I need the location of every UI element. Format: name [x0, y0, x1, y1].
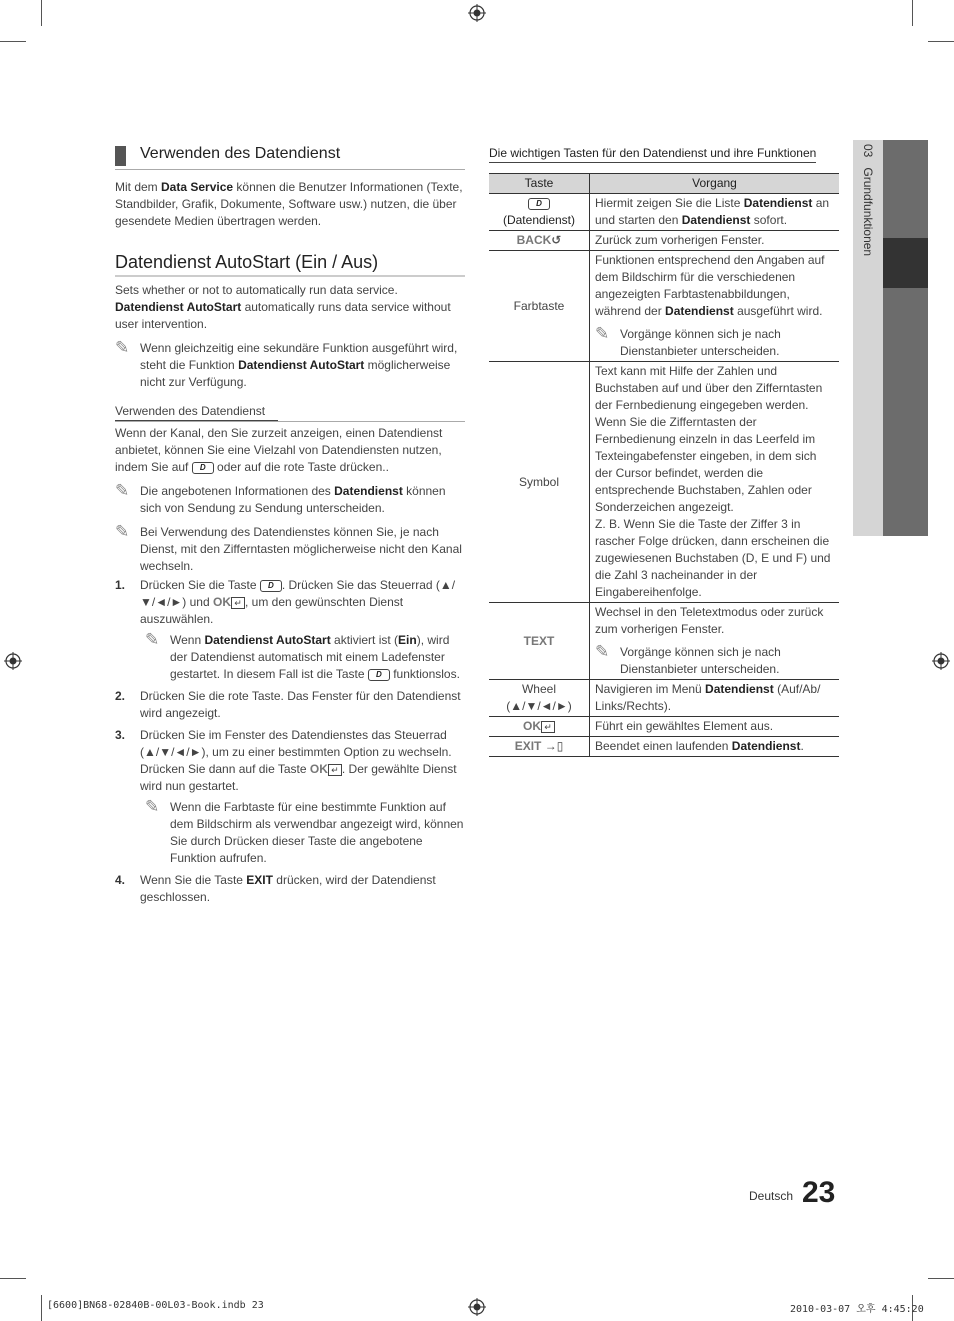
crop-mark	[928, 41, 954, 42]
key-cell: EXIT →▯	[489, 737, 590, 757]
subsection-rule	[115, 421, 465, 422]
subsection-body: Wenn der Kanal, den Sie zurzeit anzeigen, einen Datendienst anbietet, können Sie eine Vielzahl von Datendiensten nutzen, indem Sie auf D oder auf die rote Taste drücken.. ✎ Die angebotenen Informationen des Datendienst können sich von Sendung zu Sendung unterscheiden. ✎ Bei Verwendung des Datendienstes können Sie, je nach Dienst, mit den Zifferntasten möglicherweise nicht den Kanal wechseln. 1. Drücken Sie die Taste D . Drücken Sie das Steuerrad (▲/▼/◄/►) und OK ↵ , um den gewünschten Dienst auszuwählen. ✎ Wenn Datendienst AutoStart aktiviert ist (Ein), wird der Datendienst automatisch mit einem Ladefenster gestartet. In diesem Fall ist die Taste D funktionslos. 2. Drücken Sie die rote Taste. Das Fenster für den Datendienst wird angezeigt. 3. Drücken Sie im Fenster des Datendienstes das Steuerrad (▲/▼/◄/►), um zu einer bestimmten Option zu wechseln. Drücken Sie dann auf die Taste OK ↵ . Der gewählte Dienst wird nun gestartet. ✎ Wenn die Farbtaste für eine bestimmte Funktion auf dem Bildschirm als verwendbar angezeigt wird, können Sie durch Drücken dieser Taste die angebotene Funktion aufrufen. 4. Wenn Sie die Taste EXIT drücken, wird der Datendienst geschlossen.	[115, 426, 464, 904]
key-cell: TEXT	[489, 603, 590, 680]
section-title: Datendienst AutoStart (Ein / Aus)	[115, 252, 379, 272]
key-cell: D (Datendienst)	[489, 194, 590, 231]
key-functions-table	[489, 173, 839, 757]
enter-icon: ↵	[231, 597, 245, 609]
section1-paragraph: Mit dem Data Service können die Benutzer Informationen (Texte, Standbilder, Grafik, Dokumente, Software usw.) nutzen, die über gesendete Medien übertragen werden.	[115, 180, 463, 228]
function-cell: Führt ein gewähltes Element aus.	[590, 717, 840, 737]
table-row	[489, 231, 839, 251]
step-item: 4. Wenn Sie die Taste EXIT drücken, wird der Datendienst geschlossen.	[115, 873, 436, 904]
key-cell: BACK↺	[489, 231, 590, 251]
table-title: Die wichtigen Tasten für den Datendienst und ihre Funktionen	[489, 145, 816, 163]
exit-icon: →▯	[544, 739, 564, 753]
registration-mark-icon	[468, 1298, 486, 1316]
crop-mark	[0, 41, 26, 42]
data-key-icon: D	[192, 462, 214, 474]
chapter-tab-dark	[883, 140, 928, 536]
crop-mark	[0, 1278, 26, 1279]
pencil-note-icon: ✎	[115, 338, 130, 357]
note-item: ✎ Bei Verwendung des Datendienstes können Sie, je nach Dienst, mit den Zifferntasten möglicherweise nicht den Kanal wechseln.	[115, 522, 462, 573]
function-cell: Wechsel in den Teletextmodus oder zurück zum vorherigen Fenster. ✎ Vorgänge können sich je nach Dienstanbieter unterscheiden.	[590, 603, 840, 680]
table-row	[489, 362, 839, 603]
crop-mark	[928, 1278, 954, 1279]
column-header: Vorgang	[590, 174, 840, 194]
column-header: Taste	[489, 174, 590, 194]
table-row	[489, 737, 839, 757]
step-item: 2. Drücken Sie die rote Taste. Das Fenster für den Datendienst wird angezeigt.	[115, 689, 461, 720]
crop-mark	[912, 0, 913, 26]
pencil-note-icon: ✎	[595, 642, 610, 661]
key-cell: Symbol	[489, 362, 590, 603]
section-title: Verwenden des Datendienst	[140, 145, 341, 162]
function-cell: Navigieren im Menü Datendienst (Auf/Ab/ Links/Rechts).	[590, 680, 840, 717]
function-cell: Hiermit zeigen Sie die Liste Datendienst an und starten den Datendienst sofort.	[590, 194, 840, 231]
key-cell: Farbtaste	[489, 251, 590, 362]
file-info: [6600]BN68-02840B-00L03-Book.indb 23	[47, 1300, 264, 1311]
note-item: ✎ Vorgänge können sich je nach Dienstanbieter unterscheiden.	[595, 642, 781, 676]
pencil-note-icon: ✎	[595, 324, 610, 343]
data-key-icon: D	[528, 198, 550, 210]
step-item: 1. Drücken Sie die Taste D . Drücken Sie das Steuerrad (▲/▼/◄/►) und OK ↵ , um den gewünschten Dienst auszuwählen.	[115, 578, 456, 626]
table-row	[489, 603, 839, 680]
registration-mark-icon	[468, 4, 486, 22]
function-cell: Beendet einen laufenden Datendienst.	[590, 737, 840, 757]
note-item: ✎ Wenn gleichzeitig eine sekundäre Funktion ausgeführt wird, steht die Funktion Datendienst AutoStart möglicherweise nicht zur Verfügung.	[115, 338, 458, 389]
print-timestamp: 2010-03-07 오후 4:45:20	[790, 1304, 924, 1315]
data-key-icon: D	[260, 580, 282, 592]
chapter-label: 03 Grundfunktionen	[861, 144, 875, 257]
autostart-body: Sets whether or not to automatically run data service. Datendienst AutoStart automatically runs data service without user intervention. ✎ Wenn gleichzeitig eine sekundäre Funktion ausgeführt wird, steht die Funktion Datendienst AutoStart möglicherweise nicht zur Verfügung.	[115, 282, 465, 391]
section-heading-autostart	[115, 252, 465, 277]
pencil-note-icon: ✎	[115, 522, 130, 541]
function-cell: Funktionen entsprechend den Angaben auf dem Bildschirm für die verschiedenen angezeigten Farbtastenabbildungen, während der Datendienst ausgeführt wird. ✎ Vorgänge können sich je nach Dienstanbieter unterscheiden.	[590, 251, 840, 362]
data-key-icon: D	[368, 669, 390, 681]
pencil-note-icon: ✎	[145, 630, 160, 649]
table-header-row	[489, 174, 839, 194]
section-heading-datendienst	[115, 145, 465, 170]
chapter-tab-marker	[883, 238, 928, 288]
crop-mark	[41, 1295, 42, 1321]
page-number: 23	[802, 1176, 836, 1209]
pencil-note-icon: ✎	[115, 481, 130, 500]
key-cell: OK ↵	[489, 717, 590, 737]
note-item: ✎ Vorgänge können sich je nach Dienstanbieter unterscheiden.	[595, 324, 781, 358]
table-row	[489, 194, 839, 231]
back-arrow-icon: ↺	[551, 233, 562, 247]
note-item: ✎ Wenn Datendienst AutoStart aktiviert ist (Ein), wird der Datendienst automatisch mit einem Ladefenster gestartet. In diesem Fall ist die Taste D funktionslos.	[145, 630, 460, 681]
table-row	[489, 680, 839, 717]
registration-mark-icon	[932, 652, 950, 670]
heading-bar	[115, 146, 126, 166]
step-item: 3. Drücken Sie im Fenster des Datendienstes das Steuerrad (▲/▼/◄/►), um zu einer bestimmten Option zu wechseln. Drücken Sie dann auf die Taste OK ↵ . Der gewählte Dienst wird nun gestartet.	[115, 728, 457, 793]
enter-icon: ↵	[328, 764, 342, 776]
enter-icon: ↵	[541, 721, 555, 733]
pencil-note-icon: ✎	[145, 797, 160, 816]
registration-mark-icon	[4, 652, 22, 670]
function-cell: Text kann mit Hilfe der Zahlen und Buchstaben auf und über den Zifferntasten der Fernbedienung eingegeben werden. Wenn Sie die Zifferntasten der Fernbedienung einzeln in das Leerfeld im Texteingabefenster eingeben, in dem sich der Cursor befindet, werden die entsprechende Buchstaben, Zahlen oder Sonderzeichen angezeigt. Z. B. Wenn Sie die Taste der Ziffer 3 in rascher Folge drücken, dann erscheinen die zugewiesenen Buchstaben (D, E und F) und die Zahl 3 nacheinander in der Eingabereihenfolge.	[590, 362, 840, 603]
language-label: Deutsch	[749, 1189, 794, 1203]
crop-mark	[41, 0, 42, 26]
table-row	[489, 717, 839, 737]
key-cell: Wheel (▲/▼/◄/►)	[489, 680, 590, 717]
function-cell: Zurück zum vorherigen Fenster.	[590, 231, 840, 251]
note-item: ✎ Wenn die Farbtaste für eine bestimmte Funktion auf dem Bildschirm als verwendbar angezeigt wird, können Sie durch Drücken dieser Taste die angebotene Funktion aufrufen.	[145, 797, 464, 865]
subsection-title: Verwenden des Datendienst	[115, 403, 278, 421]
note-item: ✎ Die angebotenen Informationen des Datendienst können sich von Sendung zu Sendung unterscheiden.	[115, 481, 446, 515]
table-row	[489, 251, 839, 362]
